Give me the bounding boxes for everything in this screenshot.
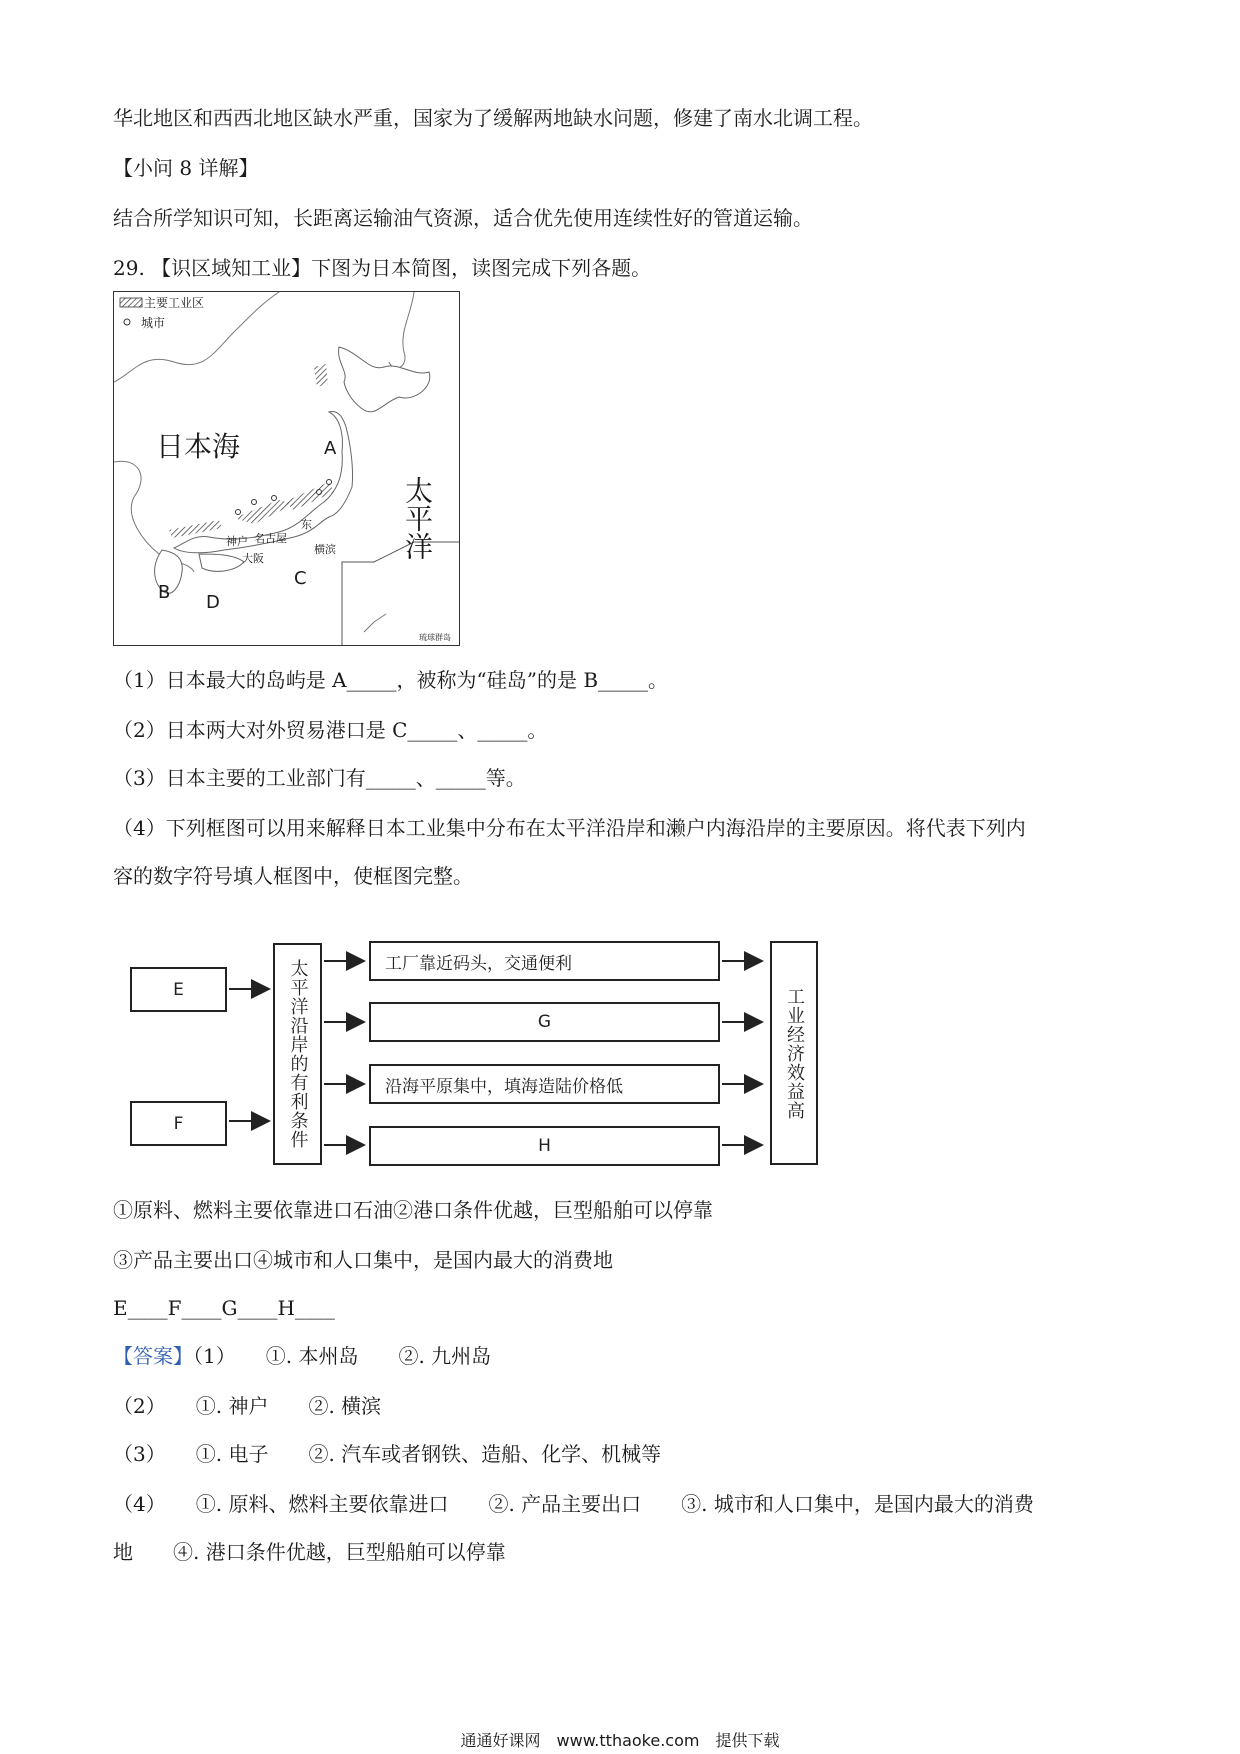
text-line-1: 华北地区和西西北地区缺水严重，国家为了缓解两地缺水问题，修建了南水北调工程。 bbox=[113, 106, 873, 130]
answer-2: （2） ①. 神户 ②. 横滨 bbox=[113, 1394, 382, 1418]
answer-tag: 【答案】 bbox=[113, 1344, 193, 1368]
hokkaido-island bbox=[339, 347, 430, 412]
options-line-2: ③产品主要出口④城市和人口集中，是国内最大的消费地 bbox=[113, 1248, 613, 1272]
answer-4-line-1: （4） ①. 原料、燃料主要依靠进口 ②. 产品主要出口 ③. 城市和人口集中，是国内最大的消费 bbox=[113, 1492, 1034, 1516]
question-4-line-2: 容的数字符号填人框图中，使框图完整。 bbox=[113, 864, 473, 888]
answer-line-1 bbox=[113, 1342, 491, 1370]
flow-box-h: H bbox=[369, 1126, 720, 1166]
legend-hatch-swatch bbox=[120, 298, 142, 307]
shikoku-island bbox=[199, 554, 244, 571]
flow-box-economic-benefit: 工业经济效益高 bbox=[770, 941, 818, 1165]
options-line-1: ①原料、燃料主要依靠进口石油②港口条件优越，巨型船舶可以停靠 bbox=[113, 1198, 713, 1222]
text-line-3: 结合所学知识可知，长距离运输油气资源，适合优先使用连续性好的管道运输。 bbox=[113, 206, 813, 230]
options-blanks: E____F____G____H____ bbox=[113, 1296, 335, 1320]
flow-box-g: G bbox=[369, 1002, 720, 1042]
industrial-zone-kitakyushu bbox=[169, 520, 222, 538]
page-footer: 通通好课网 www.tthaoke.com 提供下载 bbox=[460, 1731, 780, 1750]
city-tokyo-label: 东 bbox=[301, 518, 312, 531]
korea-coast bbox=[114, 461, 194, 572]
question-29-title: 29. 【识区域知工业】下图为日本简图，读图完成下列各题。 bbox=[113, 256, 652, 280]
city-yokohama-label: 横滨 bbox=[314, 543, 336, 556]
flow-box-f: F bbox=[130, 1101, 227, 1146]
answer-1: （1） ①. 本州岛 ②. 九州岛 bbox=[193, 1344, 492, 1368]
question-4-line-1: （4）下列框图可以用来解释日本工业集中分布在太平洋沿岸和濑户内海沿岸的主要原因。将代表下列内 bbox=[113, 816, 1026, 840]
map-label-d: D bbox=[206, 592, 220, 613]
map-label-c: C bbox=[294, 568, 307, 589]
city-nagoya-label: 名古屋 bbox=[254, 532, 287, 545]
sea-of-japan-label: 日本海 bbox=[156, 430, 241, 463]
industrial-zone-hokkaido bbox=[314, 364, 328, 387]
flow-box-e: E bbox=[130, 967, 227, 1012]
map-label-b: B bbox=[158, 582, 171, 603]
map-label-a: A bbox=[324, 438, 337, 459]
question-2: （2）日本两大对外贸易港口是 C_____、_____。 bbox=[113, 718, 548, 742]
legend-city-label: 城市 bbox=[141, 316, 166, 330]
city-osaka-label: 大阪 bbox=[242, 552, 264, 565]
flow-box-coastal-plain: 沿海平原集中，填海造陆价格低 bbox=[369, 1064, 720, 1104]
flow-box-factory-near-dock: 工厂靠近码头，交通便利 bbox=[369, 941, 720, 981]
pacific-ocean-label: 太平洋 bbox=[401, 476, 434, 560]
legend-industrial-label: 主要工业区 bbox=[144, 296, 205, 310]
legend-city-symbol bbox=[124, 319, 130, 325]
answer-3: （3） ①. 电子 ②. 汽车或者钢铁、造船、化学、机械等 bbox=[113, 1442, 662, 1466]
industrial-zone-setouchi bbox=[234, 500, 294, 524]
subquestion-heading: 【小问 8 详解】 bbox=[113, 156, 259, 180]
flow-box-pacific-conditions: 太平洋沿岸的有利条件 bbox=[273, 943, 322, 1165]
ryukyu-inset-label: 琉球群岛 bbox=[419, 633, 451, 642]
answer-4-line-2: 地 ④. 港口条件优越，巨型船舶可以停靠 bbox=[113, 1540, 506, 1564]
question-3: （3）日本主要的工业部门有_____、_____等。 bbox=[113, 766, 526, 790]
city-kobe-label: 神户 bbox=[226, 535, 248, 548]
question-1: （1）日本最大的岛屿是 A_____，被称为“硅岛”的是 B_____。 bbox=[113, 668, 669, 692]
japan-map bbox=[113, 291, 460, 646]
